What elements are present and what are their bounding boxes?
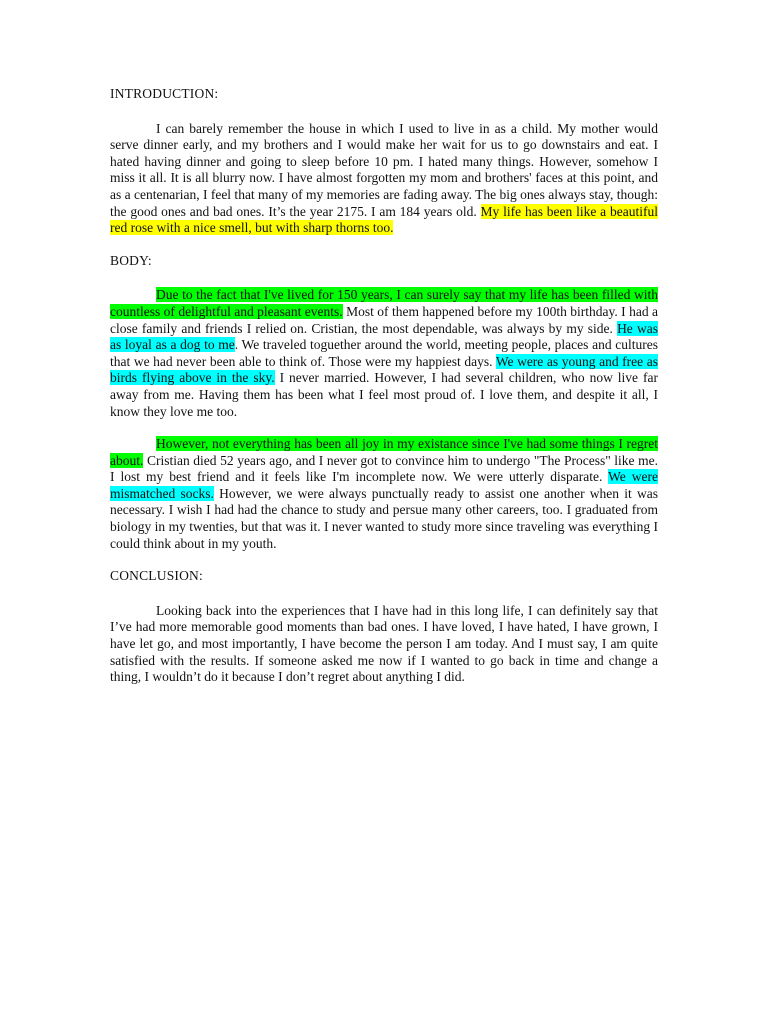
- body2-highlight-socks: We were mismatched socks.: [110, 469, 658, 501]
- body1-highlight-dog: He was as loyal as a dog to me: [110, 320, 658, 353]
- body2-text-1: Cristian died 52 years ago, and I never got to convince him to undergo "The Process" like me. I lost my best friend and it feels like I'm incomplete now. We were utterly disparate.: [110, 452, 658, 485]
- body2-highlight-regret: However, not everything has been all joy in my existance since I've had some things I regret about.: [110, 436, 658, 468]
- intro-text-1: I can barely remember the house in which I used to live in as a child. My mother would serve dinner early, and my brothers and I would make her wait for us to go downstairs and eat. I hated having dinner and going to sleep before 10 pm. I hated many things. However, somehow I miss it all. It is all blurry now. I have almost forgotten my mom and brothers' faces at this point, and as a centenarian, I feel that many of my memories are fading away. The big ones always stay, though: the good ones and bad ones. It’s the year 2175. I am 184 years old.: [110, 120, 658, 219]
- body1-text-2: . We traveled toguether around the world, meeting people, places and cultures that we had never been able to think of. Those were my happiest days.: [110, 337, 658, 369]
- body1-highlight-birds: We were as young and free as birds flying above in the sky.: [110, 353, 659, 386]
- conclusion-text: Looking back into the experiences that I have had in this long life, I can definitely say that I’ve had more memorable good moments than bad ones. I have loved, I have hated, I have grown, I have let go, and most importantly, I have become the person I am today. And I must say, I am quite satisfied with the results. If someone asked me now if I wanted to go back in time and change a thing, I wouldn’t do it because I don’t regret about anything I did.: [110, 602, 658, 685]
- introduction-paragraph: [110, 121, 658, 237]
- body-heading: BODY:: [110, 252, 152, 268]
- body1-highlight-events: Due to the fact that I've lived for 150 years, I can surely say that my life has been filled with countless of delightful and pleasant events.: [110, 287, 658, 319]
- body2-text-2: However, we were always punctually ready to assist one another when it was necessary. I wish I had had the chance to study and persue many other careers, too. I graduated from biology in my twenties, but that was it. I never wanted to study more since traveling was everything I could think about in my youth.: [110, 485, 659, 551]
- body-paragraph-2: [110, 436, 658, 552]
- conclusion-paragraph: [110, 603, 658, 686]
- body-paragraph-1: [110, 287, 658, 420]
- conclusion-heading: CONCLUSION:: [110, 568, 203, 584]
- body1-text-3: I never married. However, I had several children, who now live far away from me. Having them has been what I feel most proud of. I love them, and despite it all, I know they love me too.: [110, 370, 658, 419]
- body1-text-1: Most of them happened before my 100th birthday. I had a close family and friends I relied on. Cristian, the most dependable, was always by my side.: [110, 303, 658, 336]
- introduction-heading: INTRODUCTION:: [110, 86, 219, 101]
- intro-highlight-rose: My life has been like a beautiful red rose with a nice smell, but with sharp thorns too.: [110, 203, 658, 236]
- document-page: [110, 86, 658, 686]
